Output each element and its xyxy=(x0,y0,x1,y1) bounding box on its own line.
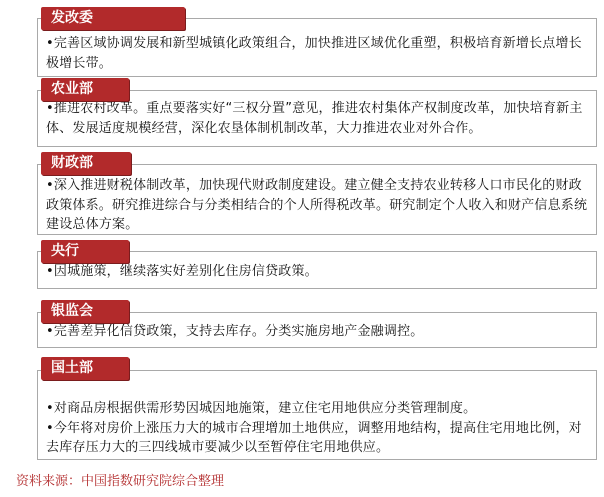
section-body xyxy=(46,399,590,458)
section-title: 财政部 xyxy=(51,155,93,171)
section-tab-agriculture xyxy=(41,78,129,101)
list-item: •今年将对房价上涨压力大的城市合理增加土地供应，调整用地结构，提高住宅用地比例，对去库存压力大的三四线城市要减少以至暂停住宅用地供应。 xyxy=(46,420,582,455)
section-tab-ndrc xyxy=(41,7,185,30)
section-box-land xyxy=(37,370,597,460)
list-item: •深入推进财税体制改革，加快现代财政制度建设。建立健全支持农业转移人口市民化的财政政策体系。研究推进综合与分类相结合的个人所得税改革。研究制定个人收入和财产信息系统建设总体方案。 xyxy=(46,178,588,232)
list-item: •因城施策，继续落实好差别化住房信贷政策。 xyxy=(46,264,318,279)
section-tab-central-bank xyxy=(41,240,129,263)
list-item: •推进农村改革。重点要落实好“三权分置”意见，推进农村集体产权制度改革，加快培育新主体、发展适度规模经营，深化农垦体制机制改革，大力推进农业对外合作。 xyxy=(46,101,583,136)
section-tab-finance xyxy=(41,152,131,175)
section-tab-land xyxy=(41,357,129,380)
source-note: 资料来源：中国指数研究院综合整理 xyxy=(16,474,225,489)
section-body xyxy=(46,262,590,282)
list-item: •对商品房根据供需形势因城因地施策，建立住宅用地供应分类管理制度。 xyxy=(46,401,477,416)
section-body xyxy=(46,34,590,73)
list-item: •完善差异化信贷政策，支持去库存。分类实施房地产金融调控。 xyxy=(46,324,424,339)
section-body xyxy=(46,99,590,138)
section-body xyxy=(46,176,590,235)
section-title: 银监会 xyxy=(51,303,93,319)
section-body xyxy=(46,322,590,342)
section-title: 国土部 xyxy=(51,360,93,376)
section-title: 发改委 xyxy=(51,10,93,26)
section-title: 央行 xyxy=(51,243,79,259)
section-title: 农业部 xyxy=(51,81,93,97)
section-tab-cbrc xyxy=(41,300,129,323)
list-item: •完善区域协调发展和新型城镇化政策组合，加快推进区域优化重塑，积极培育新增长点增长极增长带。 xyxy=(46,36,582,71)
